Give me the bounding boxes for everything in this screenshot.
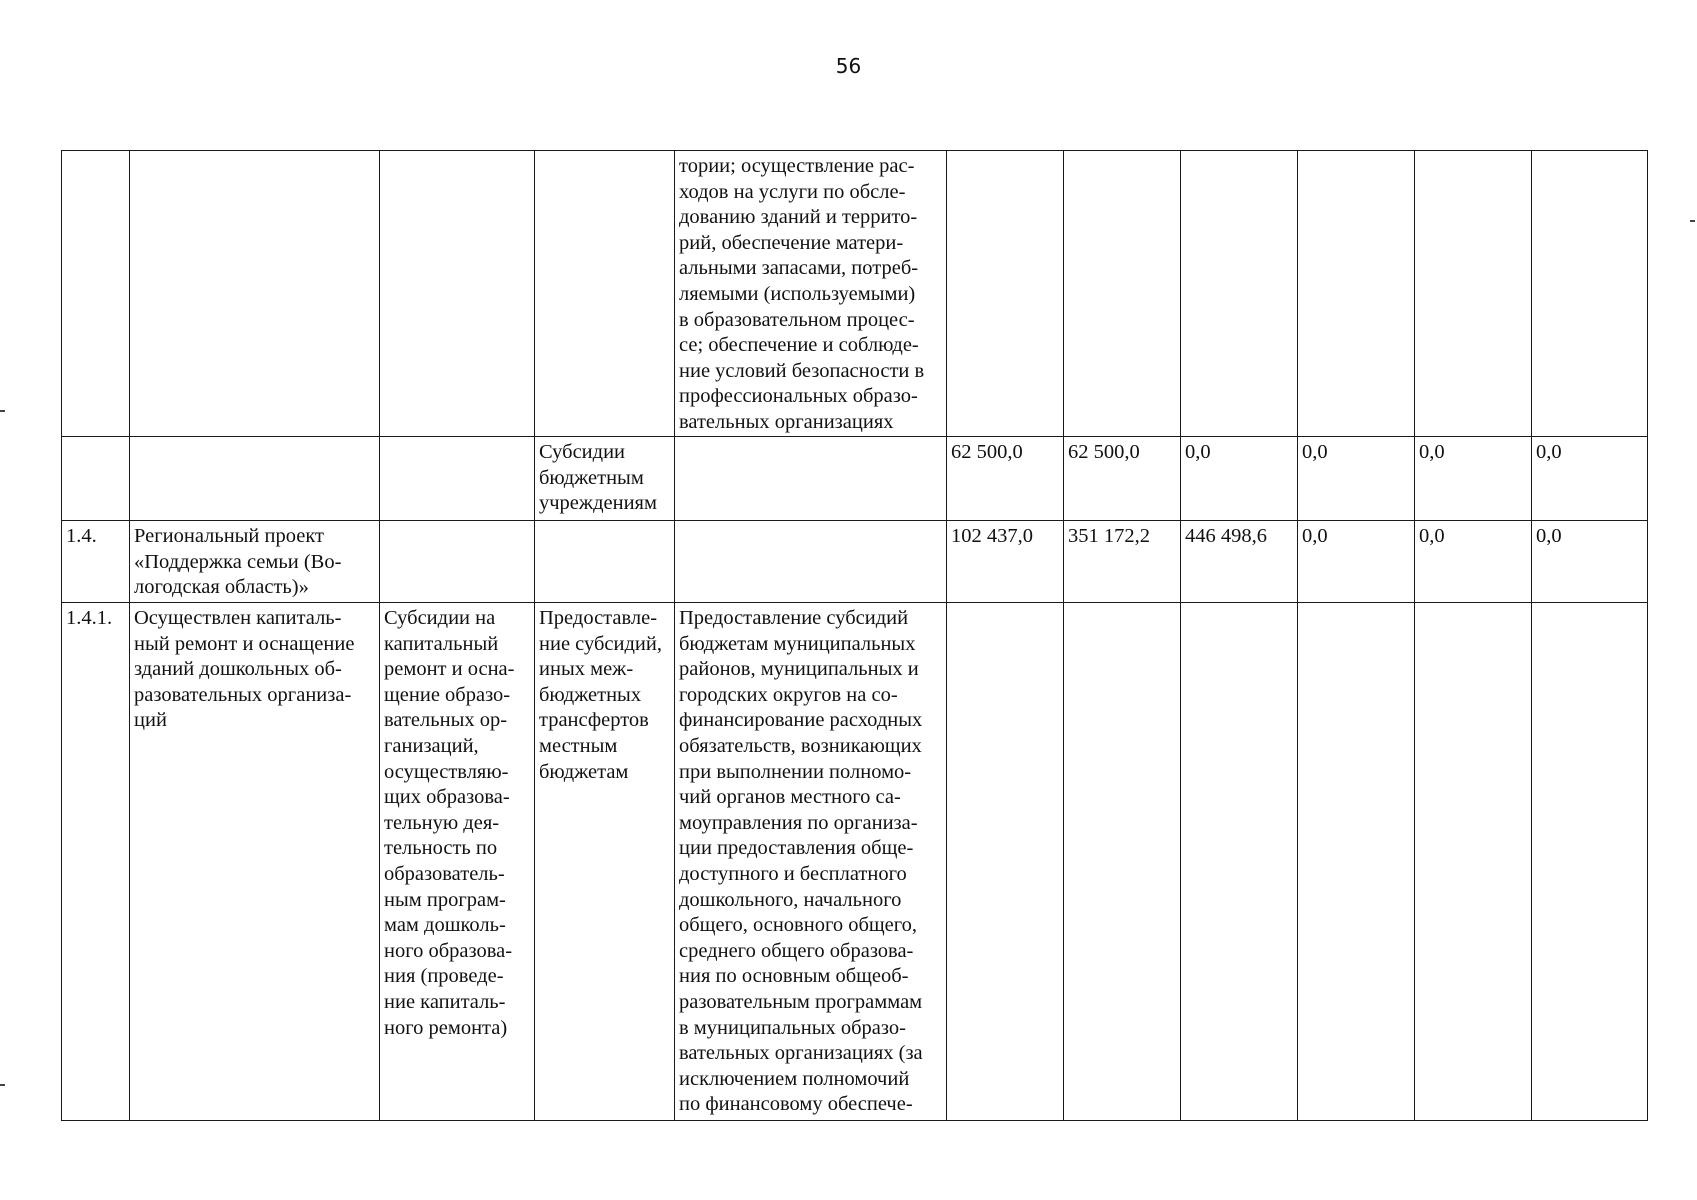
value-cell bbox=[1064, 151, 1181, 437]
name-cell bbox=[130, 151, 380, 437]
description-cell: Предоставление субсидий бюджетам муниципальных районов, муниципальных и городских округов на со- финансирование расходных обязательств, возникающих при выполнении полномо- чий органов местного са- моуправления по организа- ции предоставления обще- доступного и бесплатного дошкольного, начального общего, основного общего, среднего общего образова- ния по основным общеоб- разовательным программам в муниципальных образо- вательных организациях (за исключением полномочий по финансовому обеспече- bbox=[675, 603, 947, 1121]
value-cell bbox=[1415, 603, 1532, 1121]
value-cell: 62 500,0 bbox=[947, 437, 1064, 521]
value-cell bbox=[947, 603, 1064, 1121]
name-cell: Осуществлен капиталь- ный ремонт и оснащение зданий дошкольных об- разовательных организа- ций bbox=[130, 603, 380, 1121]
row-number-cell: 1.4.1. bbox=[62, 603, 130, 1121]
event-cell bbox=[380, 437, 535, 521]
table-row bbox=[62, 437, 1648, 521]
table-row bbox=[62, 521, 1648, 603]
value-cell bbox=[1532, 603, 1648, 1121]
value-cell bbox=[1181, 151, 1298, 437]
table-row bbox=[62, 151, 1648, 437]
value-cell: 446 498,6 bbox=[1181, 521, 1298, 603]
description-cell: тории; осуществление рас- ходов на услуги по обсле- дованию зданий и террито- рий, обеспечение матери- альными запасами, потреб- ляемыми (используемыми) в образовательном процес- се; обеспечение и соблюде- ние условий безопасности в профессиональных образо- вательных организациях bbox=[675, 151, 947, 437]
event-cell bbox=[380, 151, 535, 437]
value-cell: 0,0 bbox=[1415, 521, 1532, 603]
kind-cell: Предоставле- ние субсидий, иных меж- бюджетных трансфертов местным бюджетам bbox=[535, 603, 675, 1121]
value-cell: 0,0 bbox=[1298, 437, 1415, 521]
row-number-cell bbox=[62, 151, 130, 437]
name-cell: Региональный проект «Поддержка семьи (Во- логодская область)» bbox=[130, 521, 380, 603]
scan-margin-mark bbox=[0, 1084, 5, 1086]
scan-margin-mark bbox=[1690, 220, 1695, 222]
value-cell: 351 172,2 bbox=[1064, 521, 1181, 603]
value-cell: 0,0 bbox=[1532, 437, 1648, 521]
value-cell bbox=[1298, 603, 1415, 1121]
event-cell bbox=[380, 521, 535, 603]
kind-cell bbox=[535, 151, 675, 437]
value-cell bbox=[1532, 151, 1648, 437]
budget-table bbox=[61, 150, 1648, 1121]
description-cell bbox=[675, 521, 947, 603]
table-row bbox=[62, 603, 1648, 1121]
value-cell: 62 500,0 bbox=[1064, 437, 1181, 521]
description-cell bbox=[675, 437, 947, 521]
value-cell: 0,0 bbox=[1298, 521, 1415, 603]
name-cell bbox=[130, 437, 380, 521]
row-number-cell bbox=[62, 437, 130, 521]
row-number-cell: 1.4. bbox=[62, 521, 130, 603]
value-cell: 0,0 bbox=[1532, 521, 1648, 603]
scan-margin-mark bbox=[0, 410, 5, 412]
kind-cell bbox=[535, 521, 675, 603]
value-cell bbox=[1181, 603, 1298, 1121]
value-cell: 102 437,0 bbox=[947, 521, 1064, 603]
value-cell: 0,0 bbox=[1415, 437, 1532, 521]
page-number: 56 bbox=[835, 54, 862, 78]
value-cell bbox=[1298, 151, 1415, 437]
value-cell bbox=[1064, 603, 1181, 1121]
value-cell bbox=[947, 151, 1064, 437]
kind-cell: Субсидии бюджетным учреждениям bbox=[535, 437, 675, 521]
value-cell: 0,0 bbox=[1181, 437, 1298, 521]
event-cell: Субсидии на капитальный ремонт и осна- щение образо- вательных ор- ганизаций, осуществляю- щих образова- тельную дея- тельность по образователь- ным програм- мам дошколь- ного образова- ния (проведе- ние капиталь- ного ремонта) bbox=[380, 603, 535, 1121]
value-cell bbox=[1415, 151, 1532, 437]
